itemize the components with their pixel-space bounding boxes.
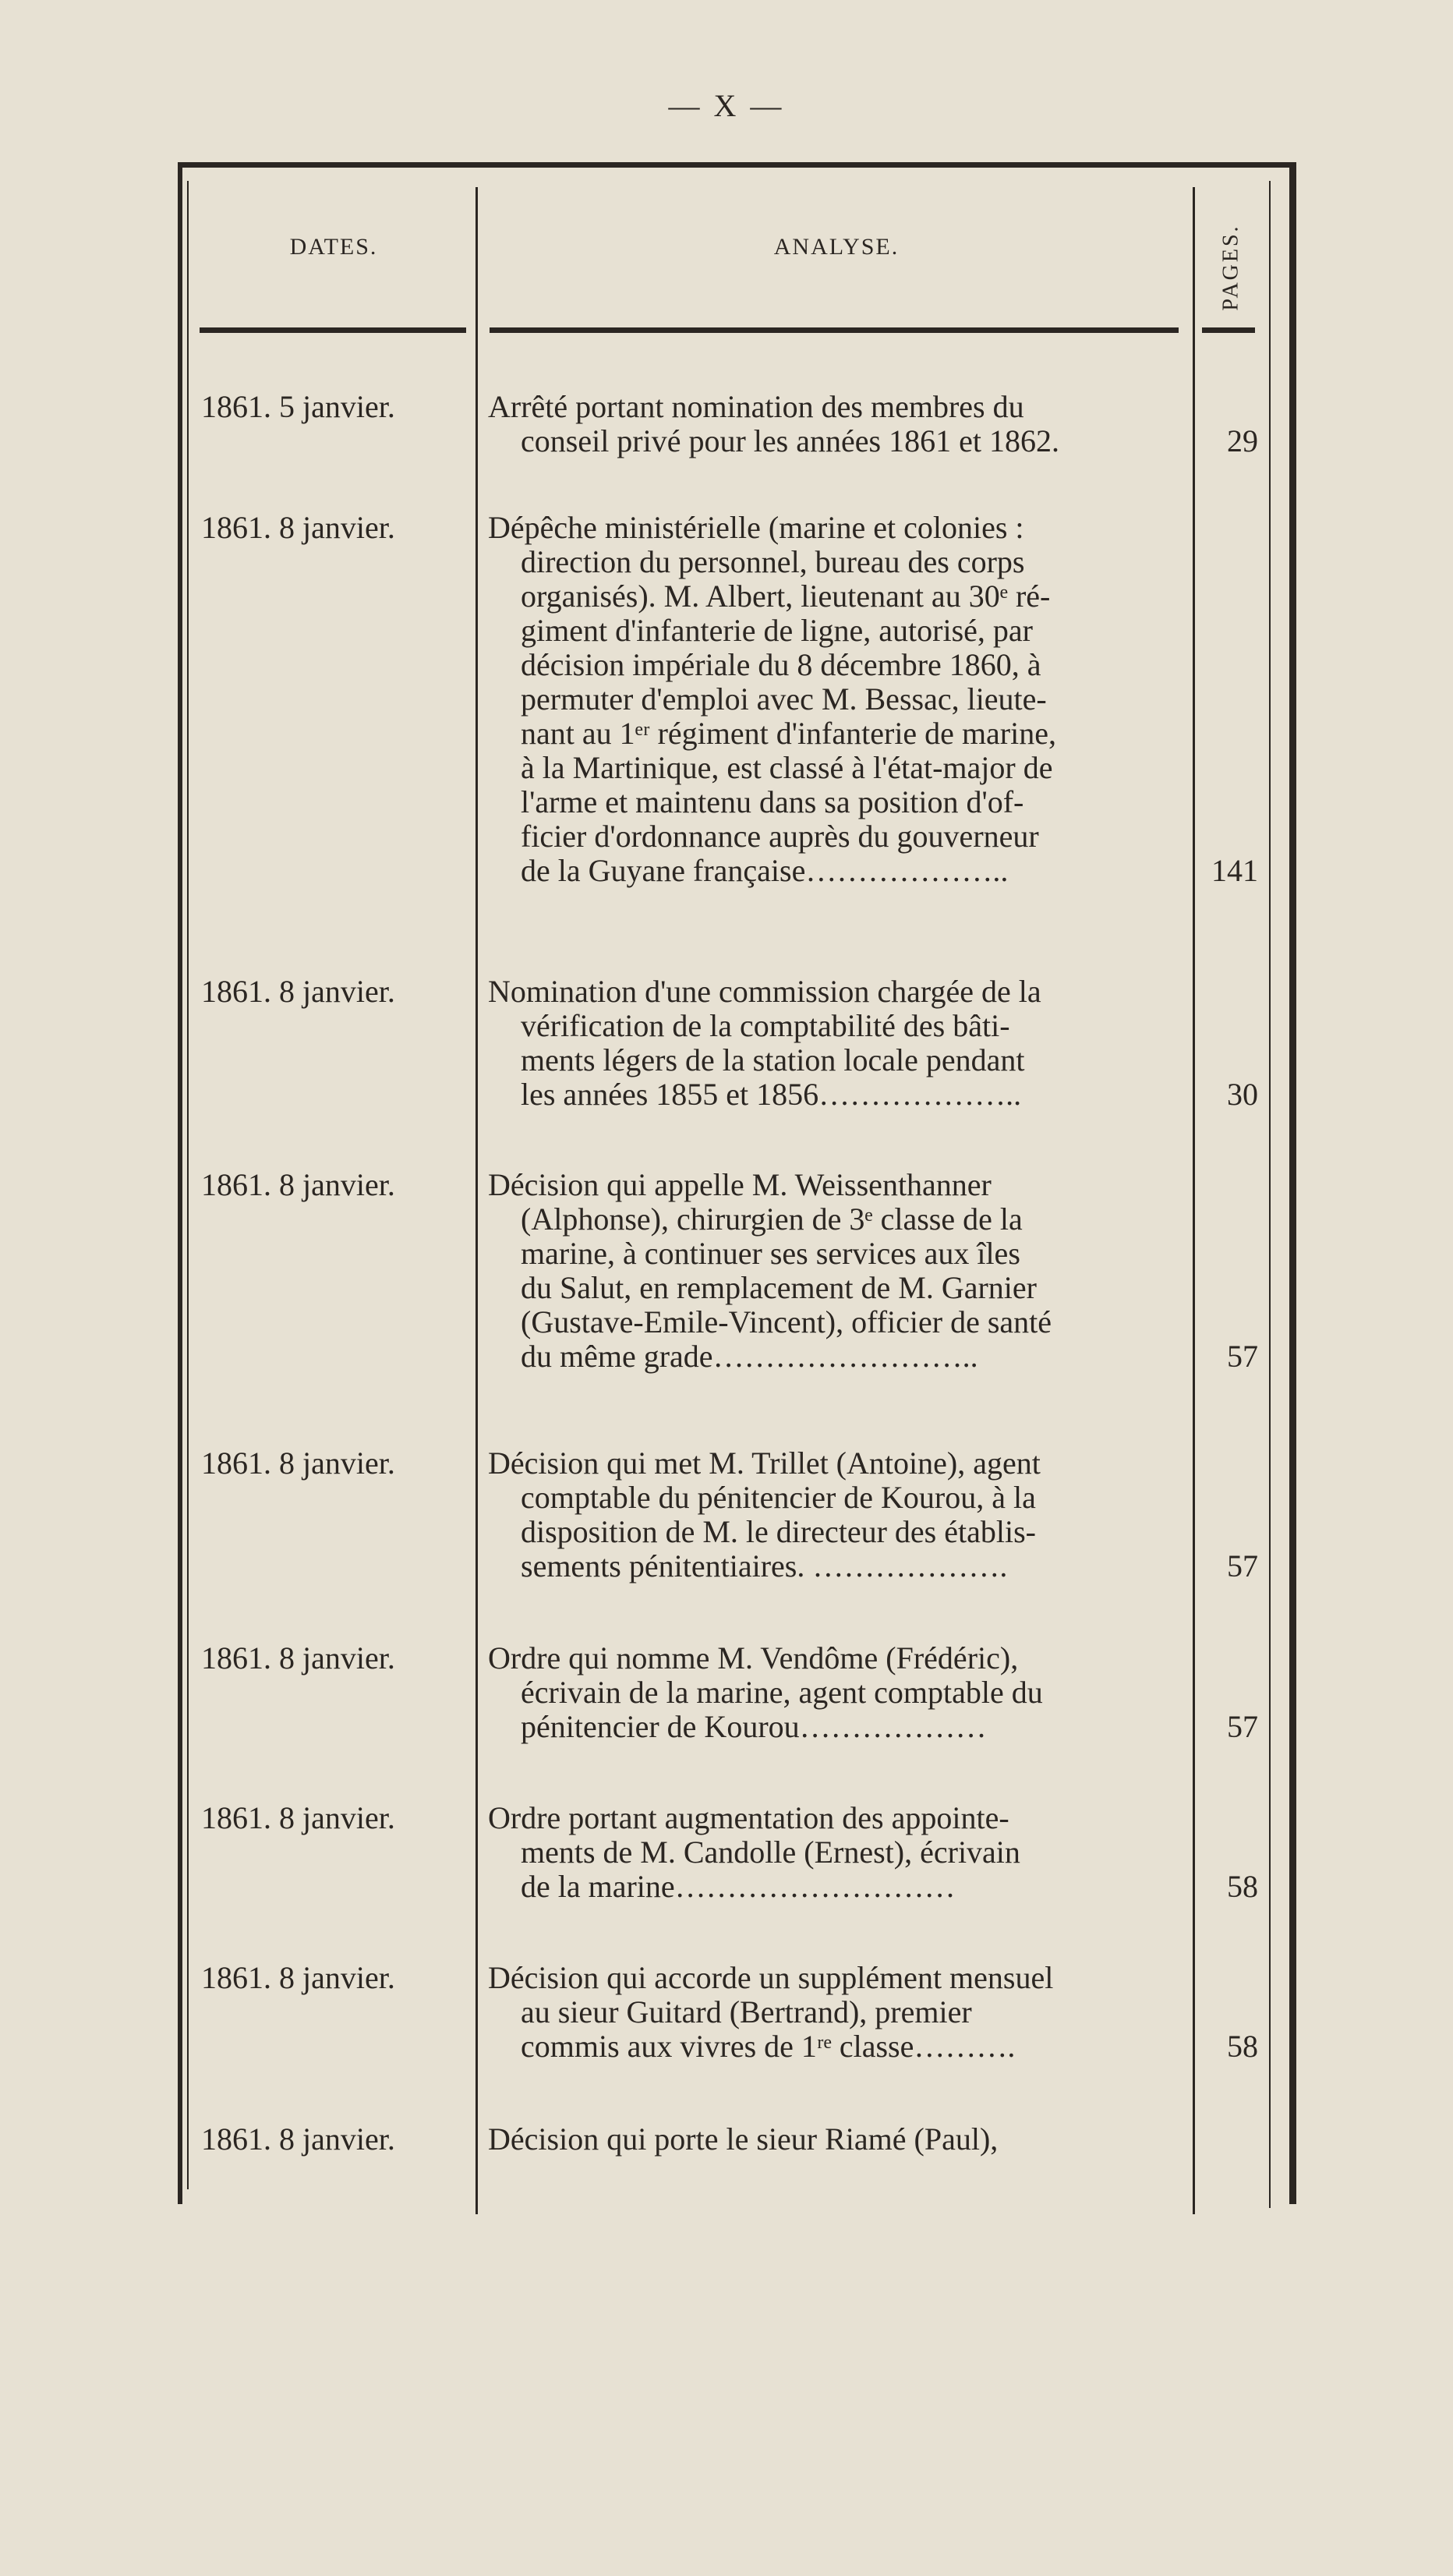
entry-date: 1861. 8 janvier.	[201, 510, 395, 545]
entry-text-line: vérification de la comptabilité des bâti-	[521, 1009, 1010, 1043]
entry-text-line: Ordre portant augmentation des appointe-	[488, 1801, 1009, 1835]
entry-page-number: 29	[1227, 423, 1258, 458]
entry-text-line: giment d'infanterie de ligne, autorisé, par	[521, 614, 1033, 648]
entry-page-number: 57	[1227, 1709, 1258, 1744]
entry-date: 1861. 8 janvier.	[201, 1960, 395, 1995]
frame-inner-right-rule	[1269, 181, 1271, 2208]
entry-text-line: décision impériale du 8 décembre 1860, à	[521, 648, 1041, 682]
entry-text-line: Arrêté portant nomination des membres du	[488, 390, 1024, 424]
entry-page-number: 57	[1227, 1548, 1258, 1583]
entry-analysis	[488, 1961, 1191, 2064]
entry-date: 1861. 8 janvier.	[201, 1445, 395, 1481]
header-rule-pages	[1202, 327, 1255, 333]
header-rule-dates	[200, 327, 466, 333]
entry-text-line: de la marine………………………	[521, 1870, 956, 1904]
entry-analysis	[488, 1446, 1191, 1583]
entry-text-line: ments de M. Candolle (Ernest), écrivain	[521, 1835, 1020, 1870]
entry-date: 1861. 5 janvier.	[201, 389, 395, 424]
entry-text-line: les années 1855 et 1856………………..	[521, 1077, 1022, 1112]
entry-text-line: (Gustave-Emile-Vincent), officier de santé	[521, 1305, 1052, 1339]
entry-text-line: Décision qui accorde un supplément mensuel	[488, 1961, 1054, 1995]
entry-page-number: 57	[1227, 1339, 1258, 1374]
entry-page-number: 30	[1227, 1077, 1258, 1112]
entry-page-number: 141	[1211, 853, 1258, 888]
entry-text-line: marine, à continuer ses services aux îles	[521, 1237, 1020, 1271]
header-pages	[1200, 193, 1263, 341]
entry-text-line: de la Guyane française………………..	[521, 854, 1009, 888]
entry-text-line: pénitencier de Kourou………………	[521, 1710, 987, 1744]
dates-column-rule	[475, 187, 478, 2214]
entry-date: 1861. 8 janvier.	[201, 1640, 395, 1675]
entry-page-number: 58	[1227, 1869, 1258, 1904]
entry-text-line: comptable du pénitencier de Kourou, à la	[521, 1481, 1036, 1515]
entry-date: 1861. 8 janvier.	[201, 1167, 395, 1202]
entry-text-line: à la Martinique, est classé à l'état-major de	[521, 751, 1053, 785]
header-dates: DATES.	[289, 234, 378, 260]
entry-text-line: écrivain de la marine, agent comptable du	[521, 1675, 1043, 1710]
entry-text-line: Ordre qui nomme M. Vendôme (Frédéric),	[488, 1641, 1019, 1675]
header-pages-label: PAGES.	[1219, 224, 1243, 311]
entry-text-line: ficier d'ordonnance auprès du gouverneur	[521, 819, 1039, 854]
header-analyse: ANALYSE.	[773, 234, 900, 260]
entry-text-line: au sieur Guitard (Bertrand), premier	[521, 1995, 972, 2029]
entry-analysis	[488, 1801, 1191, 1904]
entry-text-line: permuter d'emploi avec M. Bessac, lieute-	[521, 682, 1047, 717]
entry-text-line: commis aux vivres de 1ʳᵉ classe……….	[521, 2029, 1016, 2064]
entry-text-line: Nomination d'une commission chargée de la	[488, 975, 1041, 1009]
header-rule-analyse	[490, 327, 1179, 333]
entry-date: 1861. 8 janvier.	[201, 1800, 395, 1835]
entry-text-line: du Salut, en remplacement de M. Garnier	[521, 1271, 1037, 1305]
entry-analysis	[488, 1641, 1191, 1744]
entry-analysis	[488, 2122, 1191, 2157]
entry-date: 1861. 8 janvier.	[201, 974, 395, 1009]
entry-text-line: Décision qui appelle M. Weissenthanner	[488, 1168, 992, 1202]
entry-text-line: du même grade……………………..	[521, 1339, 978, 1374]
analyse-column-rule	[1193, 187, 1195, 2214]
entry-text-line: Dépêche ministérielle (marine et colonies :	[488, 511, 1024, 545]
entry-analysis	[488, 975, 1191, 1112]
entry-page-number: 58	[1227, 2029, 1258, 2064]
entry-text-line: nant au 1ᵉʳ régiment d'infanterie de marine,	[521, 717, 1056, 751]
entry-date: 1861. 8 janvier.	[201, 2121, 395, 2157]
entry-text-line: l'arme et maintenu dans sa position d'of-	[521, 785, 1024, 819]
entry-analysis	[488, 511, 1191, 888]
entry-text-line: disposition de M. le directeur des établis-	[521, 1515, 1036, 1549]
entry-text-line: organisés). M. Albert, lieutenant au 30ᵉ ré-	[521, 579, 1051, 614]
entry-text-line: Décision qui porte le sieur Riamé (Paul),	[488, 2122, 999, 2157]
entry-text-line: sements pénitentiaires. ……………….	[521, 1549, 1008, 1583]
entry-text-line: conseil privé pour les années 1861 et 1862.	[521, 424, 1059, 458]
entry-text-line: ments légers de la station locale pendant	[521, 1043, 1025, 1077]
frame-inner-left-rule	[187, 181, 189, 2189]
entry-text-line: direction du personnel, bureau des corps	[521, 545, 1025, 579]
entry-text-line: Décision qui met M. Trillet (Antoine), agent	[488, 1446, 1041, 1481]
page-folio: — X —	[668, 88, 785, 123]
entry-text-line: (Alphonse), chirurgien de 3ᵉ classe de la	[521, 1202, 1023, 1237]
entry-analysis	[488, 1168, 1191, 1374]
entry-analysis	[488, 390, 1191, 458]
